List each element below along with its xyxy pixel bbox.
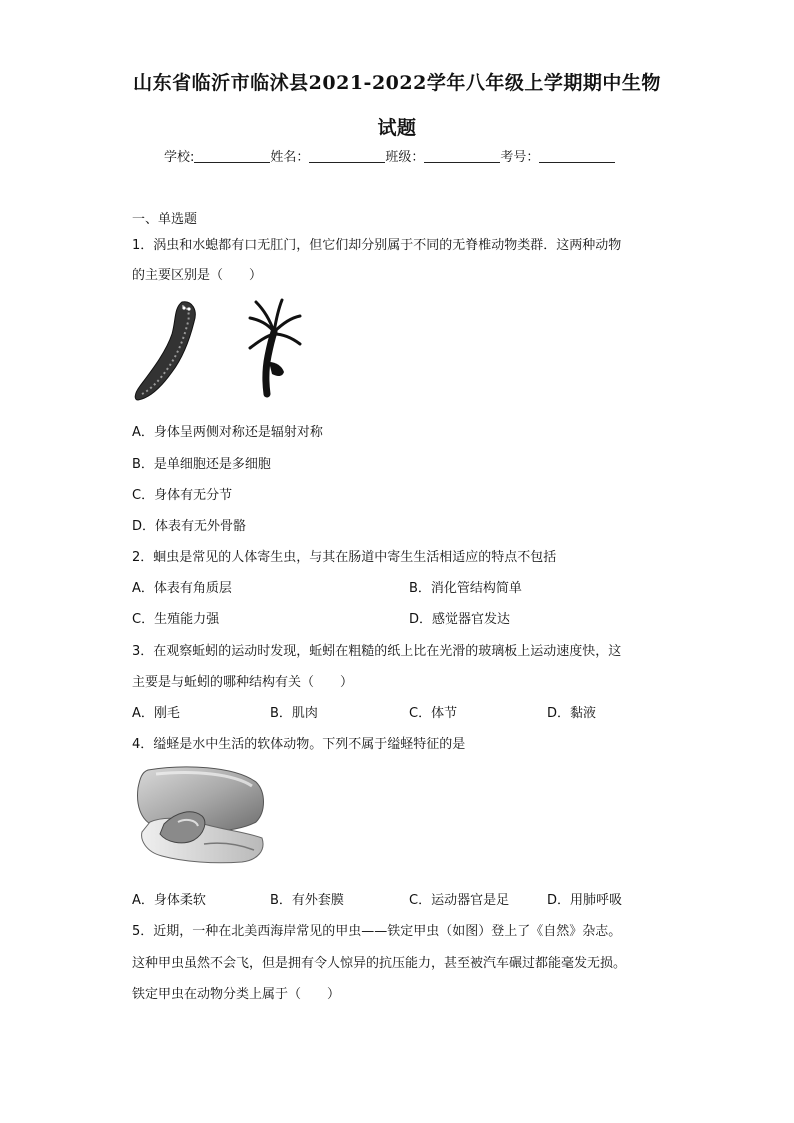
q1-option-c[interactable]: C．身体有无分节 bbox=[132, 488, 233, 503]
q3-option-d[interactable]: D．黏液 bbox=[547, 706, 597, 721]
section-heading: 一、单选题 bbox=[132, 212, 198, 227]
q4-stem: 4．缢蛏是水中生活的软体动物。下列不属于缢蛏特征的是 bbox=[132, 737, 466, 752]
student-info-row bbox=[164, 146, 644, 165]
q4-option-c[interactable]: C．运动器官是足 bbox=[409, 893, 510, 908]
q1-option-a[interactable]: A．身体呈两侧对称还是辐射对称 bbox=[132, 425, 323, 440]
q1-option-d[interactable]: D．体表有无外骨骼 bbox=[132, 519, 247, 534]
razor-clam-icon bbox=[138, 767, 264, 863]
exam-title-line2: 试题 bbox=[377, 117, 417, 139]
school-field[interactable] bbox=[194, 149, 270, 163]
q5-stem-line3: 铁定甲虫在动物分类上属于（ ） bbox=[132, 987, 341, 1002]
q2-option-c[interactable]: C．生殖能力强 bbox=[132, 612, 220, 627]
q2-stem: 2．蛔虫是常见的人体寄生虫，与其在肠道中寄生生活相适应的特点不包括 bbox=[132, 550, 557, 565]
hydra-icon bbox=[250, 300, 300, 394]
class-label: 班级： bbox=[385, 150, 425, 165]
q3-option-b[interactable]: B．肌肉 bbox=[270, 706, 318, 721]
q2-option-d[interactable]: D．感觉器官发达 bbox=[409, 612, 511, 627]
flatworm-icon bbox=[135, 302, 195, 400]
q5-stem-line1: 5．近期，一种在北美西海岸常见的甲虫——铁定甲虫（如图）登上了《自然》杂志。 bbox=[132, 924, 622, 939]
q5-stem-line2: 这种甲虫虽然不会飞，但是拥有令人惊异的抗压能力，甚至被汽车碾过都能毫发无损。 bbox=[132, 956, 627, 971]
flatworm-hydra-figure bbox=[132, 294, 312, 404]
q2-option-b[interactable]: B．消化管结构简单 bbox=[409, 581, 522, 596]
name-label: 姓名： bbox=[270, 150, 310, 165]
q1-option-b[interactable]: B．是单细胞还是多细胞 bbox=[132, 457, 271, 472]
q3-option-a[interactable]: A．刚毛 bbox=[132, 706, 180, 721]
exam-title-line1: 山东省临沂市临沭县2021-2022学年八年级上学期期中生物 bbox=[133, 72, 661, 94]
q1-stem-line1: 1．涡虫和水螅都有口无肛门，但它们却分别属于不同的无脊椎动物类群．这两种动物 bbox=[132, 238, 622, 253]
school-label: 学校: bbox=[164, 150, 195, 165]
q4-option-b[interactable]: B．有外套膜 bbox=[270, 893, 344, 908]
name-field[interactable] bbox=[309, 149, 385, 163]
razor-clam-figure bbox=[134, 764, 268, 870]
q3-stem-line1: 3．在观察蚯蚓的运动时发现，蚯蚓在粗糙的纸上比在光滑的玻璃板上运动速度快，这 bbox=[132, 644, 622, 659]
q4-option-d[interactable]: D．用肺呼吸 bbox=[547, 893, 623, 908]
number-field[interactable] bbox=[539, 149, 615, 163]
q4-option-a[interactable]: A．身体柔软 bbox=[132, 893, 206, 908]
q3-option-c[interactable]: C．体节 bbox=[409, 706, 458, 721]
class-field[interactable] bbox=[424, 149, 500, 163]
q2-option-a[interactable]: A．体表有角质层 bbox=[132, 581, 232, 596]
q1-stem-line2: 的主要区别是（ ） bbox=[132, 268, 263, 283]
number-label: 考号： bbox=[500, 150, 540, 165]
q3-stem-line2: 主要是与蚯蚓的哪种结构有关（ ） bbox=[132, 675, 354, 690]
